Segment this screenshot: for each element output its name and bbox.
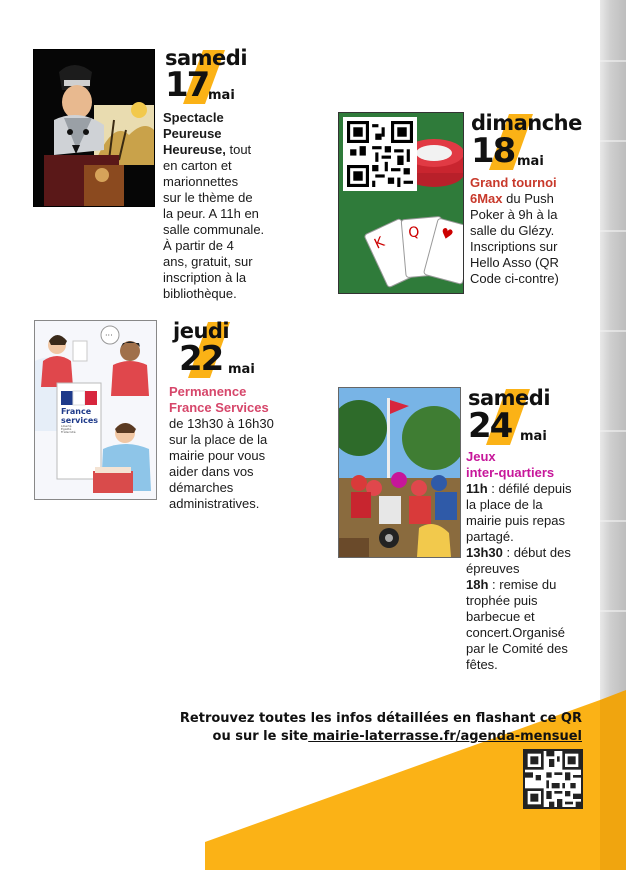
text-line: Poker à 9h à la <box>470 207 558 222</box>
event-description-24: Jeux inter-quartiers 11h : défilé depuis la place de la mairie puis repas partagé. 13h30 : début des épreuves 18h : remise du trophée puis barbecue et concert.Organisé par le Comité des fêtes. <box>466 449 586 673</box>
text-line: sur la place de la <box>169 432 268 447</box>
text-line: concert.Organisé <box>466 625 565 640</box>
footer-info <box>140 710 582 746</box>
event-time: 13h30 <box>466 545 503 560</box>
text-line: de 13h30 à 16h30 <box>169 416 274 431</box>
text-line: ans, gratuit, sur <box>163 254 253 269</box>
footer-line-2: ou sur le site <box>212 729 309 744</box>
text-line: par le Comité des <box>466 641 568 656</box>
text-line: Code ci-contre) <box>470 271 559 286</box>
event-title-line: Permanence <box>169 384 247 399</box>
text-line: salle communale. <box>163 222 265 237</box>
svg-text:♥: ♥ <box>438 225 455 245</box>
event-day: jeudi <box>173 319 230 343</box>
text-line: bibliothèque. <box>163 286 237 301</box>
text-line: Hello Asso (QR <box>470 255 559 270</box>
event-day-number: 24 <box>468 406 512 446</box>
event-month: mai <box>208 88 235 103</box>
text-line: barbecue et <box>466 609 535 624</box>
event-title-line: Peureuse <box>163 126 222 141</box>
event-time: 11h <box>466 481 488 496</box>
event-day: samedi <box>468 386 551 410</box>
text-line: mairie pour vous <box>169 448 266 463</box>
text-line: À partir de 4 <box>163 238 234 253</box>
event-day: dimanche <box>471 111 582 135</box>
text-line: trophée puis <box>466 593 538 608</box>
text-line: aider dans vos <box>169 464 254 479</box>
event-day-number: 17 <box>165 65 209 105</box>
event-day-number: 22 <box>179 339 223 379</box>
text-line: marionnettes <box>163 174 239 189</box>
text-line: la peur. A 11h en <box>163 206 259 221</box>
text-line: mairie puis repas <box>466 513 565 528</box>
text-line: la place de la <box>466 497 543 512</box>
event-month: mai <box>517 154 544 169</box>
text-line: sur le thème de <box>163 190 253 205</box>
footer-line-1: Retrouvez toutes les infos détaillées en flashant ce QR <box>179 711 582 726</box>
event-time: 18h <box>466 577 489 592</box>
event-title-line: Heureuse, <box>163 142 226 157</box>
event-title-line: 6Max <box>470 191 503 206</box>
event-title-line: Grand tournoi <box>470 175 557 190</box>
svg-text:Q: Q <box>407 224 421 242</box>
event-month: mai <box>228 362 255 377</box>
france-services-logo: France services Liberté Égalité Fraternité <box>61 407 99 434</box>
text-line: épreuves <box>466 561 520 576</box>
event-title-line: Spectacle <box>163 110 224 125</box>
event-description-18: Grand tournoi 6Max du Push Poker à 9h à la salle du Glézy. Inscriptions sur Hello Asso (QR Code ci-contre) <box>470 175 595 287</box>
text-line: démarches <box>169 480 234 495</box>
text-line: administratives. <box>169 496 260 511</box>
text-line: en carton et <box>163 158 232 173</box>
text-line: salle du Glézy. <box>470 223 555 238</box>
event-day-number: 18 <box>471 131 515 171</box>
event-title-line: Jeux <box>466 449 496 464</box>
event-month: mai <box>520 429 547 444</box>
text-line: inscription à la <box>163 270 247 285</box>
agenda-link[interactable]: mairie-laterrasse.fr/agenda-mensuel <box>308 729 582 744</box>
event-title-line: France Services <box>169 400 269 415</box>
event-description-17: Spectacle Peureuse Heureuse, tout en carton et marionnettes sur le thème de la peur. A 11h en salle communale. À partir de 4 ans, gratuit, sur inscription à la bibliothèque. <box>163 110 283 302</box>
svg-text:K: K <box>371 234 388 253</box>
text-line: partagé. <box>466 529 514 544</box>
text-line: Inscriptions sur <box>470 239 558 254</box>
text-line: fêtes. <box>466 657 498 672</box>
qr-code-icon[interactable] <box>523 749 583 809</box>
event-day: samedi <box>165 46 248 70</box>
svg-text:···: ··· <box>105 331 113 340</box>
event-title-line: inter-quartiers <box>466 465 555 480</box>
